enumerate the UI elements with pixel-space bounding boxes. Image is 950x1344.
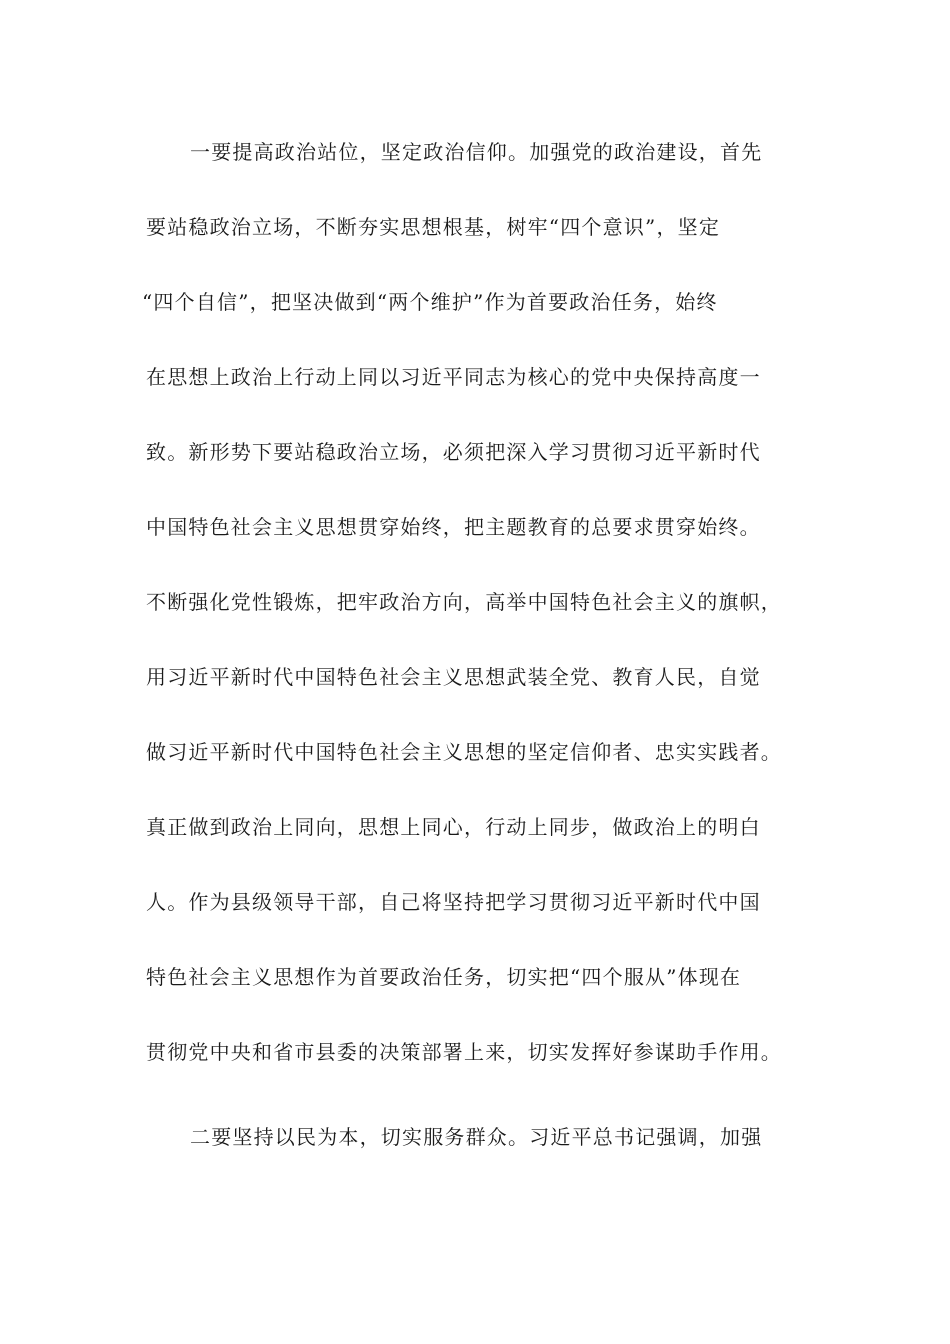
paragraph-line: 真正做到政治上同向，思想上同心，行动上同步，做政治上的明白 [146, 815, 761, 839]
paragraph-line: 致。新形势下要站稳政治立场，必须把深入学习贯彻习近平新时代 [146, 440, 761, 464]
paragraph-line: 用习近平新时代中国特色社会主义思想武装全党、教育人民，自觉 [146, 665, 761, 689]
paragraph-line: “四个自信”，把坚决做到“两个维护”作为首要政治任务，始终 [142, 290, 718, 314]
paragraph-line: 要站稳政治立场，不断夯实思想根基，树牢“四个意识”，坚定 [146, 215, 721, 239]
paragraph-line: 贯彻党中央和省市县委的决策部署上来，切实发挥好参谋助手作用。 [146, 1040, 782, 1064]
paragraph-line: 人。作为县级领导干部，自己将坚持把学习贯彻习近平新时代中国 [146, 890, 761, 914]
paragraph-line: 做习近平新时代中国特色社会主义思想的坚定信仰者、忠实实践者。 [146, 740, 782, 764]
paragraph-line: 二要坚持以民为本，切实服务群众。习近平总书记强调，加强 [190, 1125, 763, 1149]
paragraph-line: 不断强化党性锻炼，把牢政治方向，高举中国特色社会主义的旗帜， [146, 590, 782, 614]
paragraph-line: 特色社会主义思想作为首要政治任务，切实把“四个服从”体现在 [146, 965, 742, 989]
paragraph-line: 在思想上政治上行动上同以习近平同志为核心的党中央保持高度一 [146, 365, 761, 389]
paragraph-line: 一要提高政治站位，坚定政治信仰。加强党的政治建设，首先 [190, 140, 763, 164]
paragraph-line: 中国特色社会主义思想贯穿始终，把主题教育的总要求贯穿始终。 [146, 515, 761, 539]
